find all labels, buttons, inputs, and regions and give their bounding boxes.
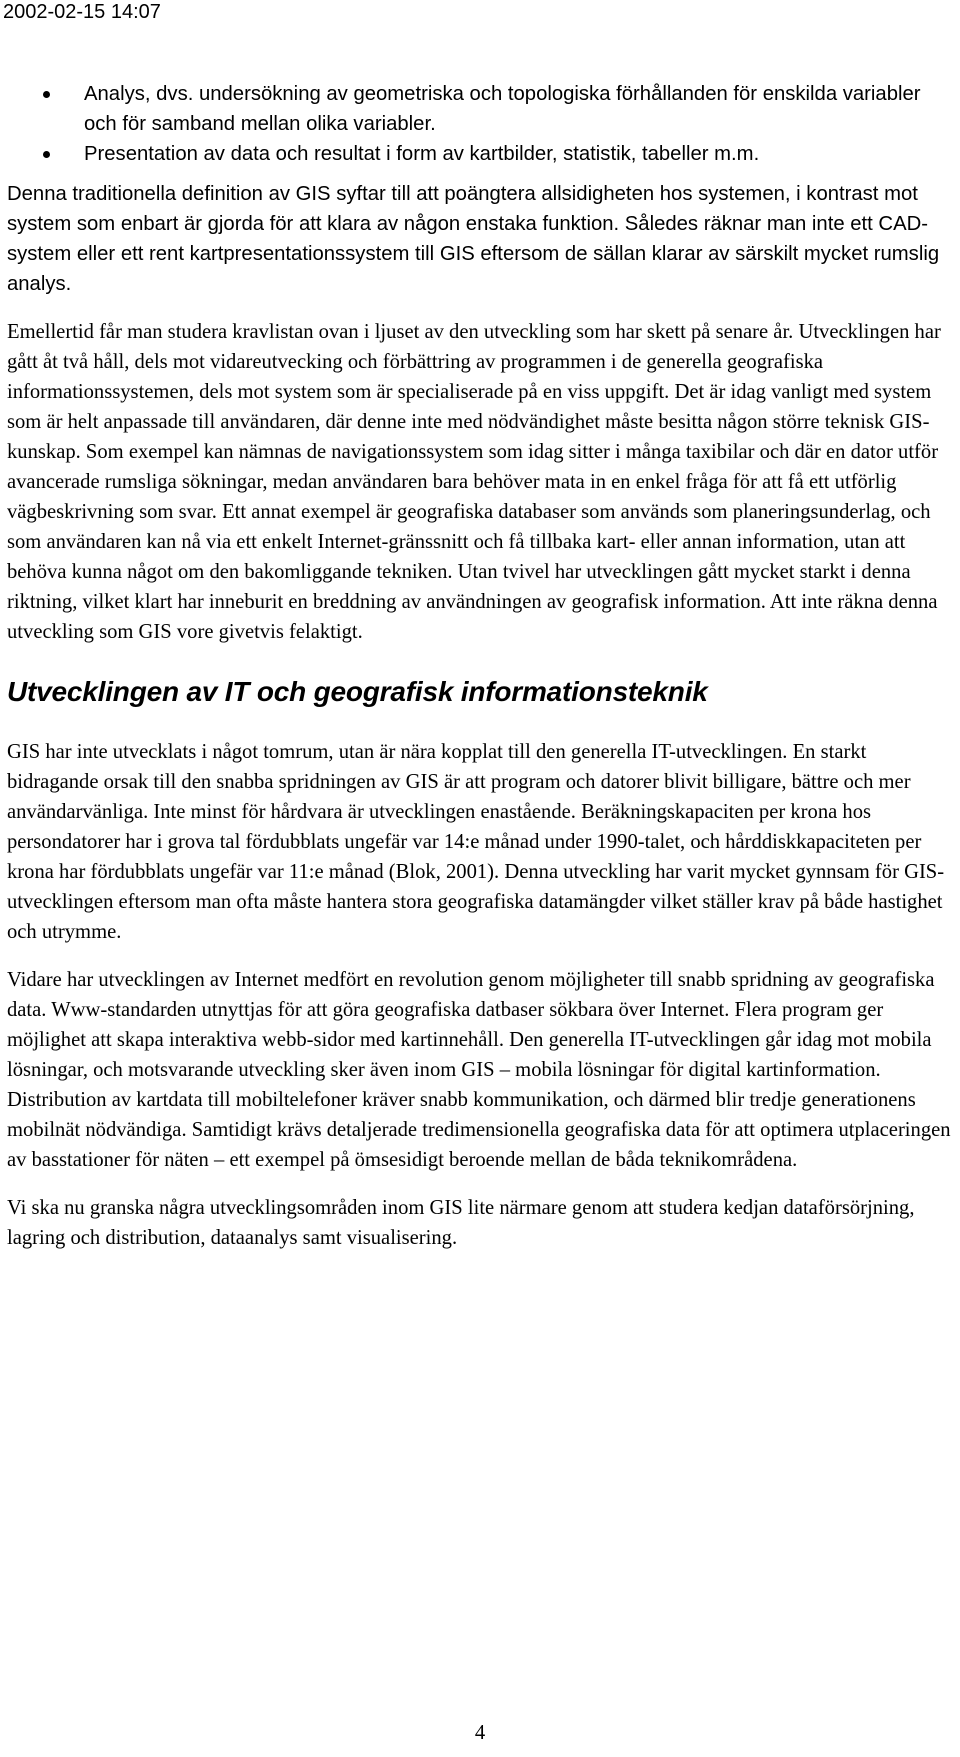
print-timestamp: 2002-02-15 14:07: [3, 1, 161, 23]
page-number: 4: [474, 1722, 486, 1744]
bullet-text-presentation: Presentation av data och resultat i form av kartbilder, statistik, tabeller m.m.: [84, 143, 760, 165]
section-heading: Utvecklingen av IT och geografisk informationsteknik: [7, 676, 708, 707]
bullet-icon: [43, 91, 50, 98]
paragraph-definition: Denna traditionella definition av GIS syftar till att poängtera allsidigheten hos systemen, i kontrast mot system som enbart är gjorda för att klara av någon enstaka funktion. Således räknar man inte ett CAD-system eller ett rent kartpresentationssystem till GIS eftersom de sällan klarar av särskilt mycket rumslig analys.: [7, 183, 940, 295]
list-item: [7, 79, 955, 139]
bullet-text-analysis: Analys, dvs. undersökning av geometriska och topologiska förhållanden för enskilda variabler och för samband mellan olika variabler.: [84, 83, 921, 135]
document-body: [7, 79, 955, 1253]
bullet-icon: [43, 151, 50, 158]
paragraph-internet: Vidare har utvecklingen av Internet medfört en revolution genom möjligheter till snabb spridning av geografiska data. Www-standarden utnyttjas för att göra geografiska datbaser sökbara över Internet. Flera program ger möjlighet att skapa interaktiva webb-sidor med kartinnehåll. Den generella IT-utvecklingen går idag mot mobila lösningar, och motsvarande utveckling sker även inom GIS – mobila lösningar för digital kartinformation. Distribution av kartdata till mobiltelefoner kräver snabb kommunikation, och därmed blir tredje generationens mobilnät nödvändiga. Samtidigt krävs detaljerade tredimensionella geografiska data för att optimera utplaceringen av basstationer för näten – ett exempel på ömsesidigt beroende mellan de båda teknikområdena.: [7, 969, 951, 1171]
paragraph-development: Emellertid får man studera kravlistan ovan i ljuset av den utveckling som har skett på senare år. Utvecklingen har gått åt två håll, dels mot vidareutvecking och förbättring av programmen i de generella geografiska informationssystemen, dels mot system som är specialiserade på en viss uppgift. Det är idag vanligt med system som är helt anpassade till användaren, där denne inte med nödvändighet måste besitta någon större teknisk GIS-kunskap. Som exempel kan nämnas de navigationssystem som idag sitter i många taxibilar och där en dator utför avancerade rumsliga sökningar, medan användaren bara behöver mata in en enkel fråga för att få ett utförlig vägbeskrivning som svar. Ett annat exempel är geografiska databaser som används som planeringsunderlag, och som användaren kan nå via ett enkelt Internet-gränssnitt och få tillbaka kart- eller annan information, utan att behöva kunna något om den bakomliggande tekniken. Utan tvivel har utvecklingen gått mycket starkt i denna riktning, vilket klart har inneburit en breddning av användningen av geografisk information. Att inte räkna denna utveckling som GIS vore givetvis felaktigt.: [7, 321, 941, 643]
paragraph-it-development: GIS har inte utvecklats i något tomrum, utan är nära kopplat till den generella IT-utvecklingen. En starkt bidragande orsak till den snabba spridningen av GIS är att program och datorer blivit billigare, bättre och mer användarvänliga. Inte minst för hårdvara är utvecklingen enastående. Beräkningskapaciten per krona hos persondatorer har i grova tal fördubblats ungefär var 14:e månad under 1990-talet, och hårddiskkapaciteten per krona har fördubblats ungefär var 11:e månad (Blok, 2001). Denna utveckling har varit mycket gynnsam för GIS-utvecklingen eftersom man ofta måste hantera stora geografiska datamängder vilket ställer krav på både hastighet och utrymme.: [7, 741, 945, 943]
paragraph-outlook: Vi ska nu granska några utvecklingsområden inom GIS lite närmare genom att studera kedjan dataförsörjning, lagring och distribution, dataanalys samt visualisering.: [7, 1197, 915, 1249]
list-item: [7, 139, 955, 169]
requirements-bullet-list: [7, 79, 955, 169]
